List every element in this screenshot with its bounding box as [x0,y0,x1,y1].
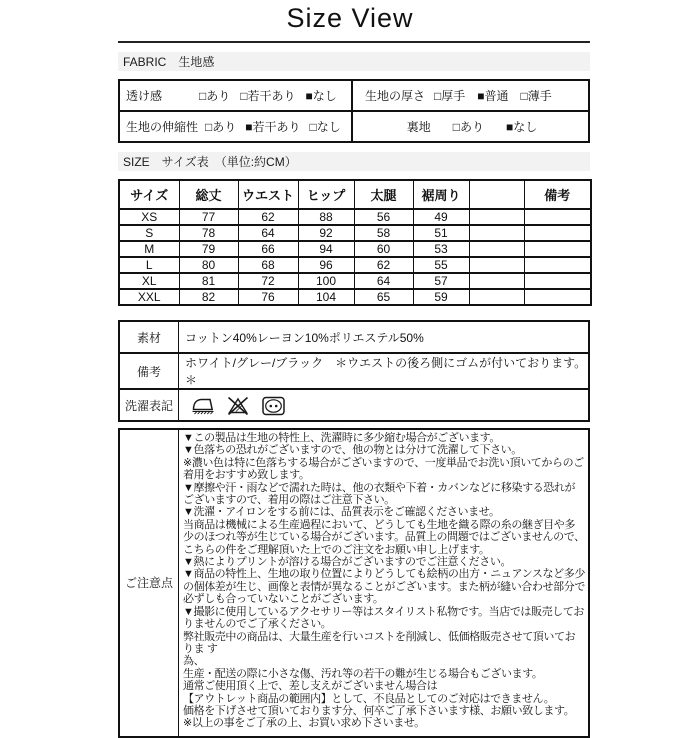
fabric-table [118,79,590,143]
size-table-row [119,257,591,273]
size-table-cell [524,257,591,273]
size-table-cell: 72 [238,273,298,289]
fabric-cell-label: 生地の厚さ [365,89,426,103]
checked-option: ■なし [506,120,538,134]
size-table-cell [469,273,524,289]
fabric-cell-options [205,118,341,135]
unchecked-option: □薄手 [520,89,552,103]
fabric-cell-label: 透け感 [126,89,163,103]
size-table-cell: 77 [179,209,238,225]
fabric-cell-label: 生地の伸縮性 [126,120,199,134]
care-row [119,389,589,421]
material-row [119,321,589,353]
material-value: コットン40%レーヨン10%ポリエステル50% [179,321,590,353]
note-paragraph: 通常ご使用頂く上で、差し支えがございません場合は [183,680,438,693]
size-table-cell: XXL [119,289,179,305]
size-table-cell: 81 [179,273,238,289]
note-paragraph: ▼色落ちの恐れがございますので、他の物とは分けて洗濯して下さい。 [183,444,522,457]
size-table-cell [524,225,591,241]
unchecked-option: □厚手 [434,89,466,103]
fabric-cell-options [199,87,337,104]
size-table-row [119,225,591,241]
no-bleach-icon [225,395,251,417]
size-table-cell: 104 [298,289,354,305]
material-label: 素材 [119,321,179,353]
notes-table [118,428,590,738]
size-table-cell: 78 [179,225,238,241]
size-column-header: 総丈 [179,180,238,209]
size-table-cell: 49 [413,209,469,225]
size-table-cell: 58 [354,225,413,241]
checked-option: ■普通 [477,89,509,103]
note-paragraph: ▼この製品は生地の特性上、洗濯時に多少縮む場合がございます。 [183,432,501,444]
size-table-row [119,273,591,289]
size-table-cell [524,241,591,257]
size-table-cell: 100 [298,273,354,289]
detail-table [118,320,590,422]
size-table-cell: 57 [413,273,469,289]
fabric-cell-stretch [120,112,353,141]
size-column-header: ウエスト [238,180,298,209]
notes-label: ご注意点 [119,429,179,737]
note-paragraph: ▼洗濯・アイロンをする前には、品質表示をご確認くださいませ。 [183,506,500,519]
note-paragraph: 為、 [183,655,205,668]
note-paragraph: 価格を下げさせて頂いております分、何卒ご了承下さいます様、お願い致します。 [183,704,575,717]
size-table-cell [524,273,591,289]
size-column-header: 備考 [524,180,591,209]
size-table-cell: 66 [238,241,298,257]
unchecked-option: □なし [309,120,341,134]
iron-icon [185,395,216,417]
size-table-cell: 60 [354,241,413,257]
size-column-header [469,180,524,209]
tumble-dry-icon [260,395,287,417]
note-paragraph: ▼摩擦や汗・雨などで濡れた時は、他の衣類や下着・カバンなどに移染する恐れがございますので、着用の際はご注意下さい。 [183,481,576,507]
size-column-header: サイズ [119,180,179,209]
unchecked-option: □あり [199,89,231,103]
fabric-section-header: FABRIC 生地感 [118,52,590,71]
size-table-cell [469,225,524,241]
size-table-cell: 53 [413,241,469,257]
remarks-label: 備考 [119,353,179,389]
notes-content [179,429,590,737]
size-table-cell: 55 [413,257,469,273]
size-table-cell: XS [119,209,179,225]
remarks-value: ホワイト/グレー/ブラック ＊ウエストの後ろ側にゴムが付いております。＊ [179,353,590,389]
size-table-cell: 88 [298,209,354,225]
fabric-cell-lining [353,112,588,141]
size-table-cell: S [119,225,179,241]
size-table-row [119,241,591,257]
size-table-cell: 76 [238,289,298,305]
fabric-cell-options [453,118,538,135]
checked-option: ■なし [305,89,337,103]
size-table-cell [469,289,524,305]
size-table-cell: 92 [298,225,354,241]
note-paragraph: ※濃い色は特に色落ちする場合がございますので、一度単品でお洗い頂いてからのご着用をおすすめ致します。 [183,456,584,482]
note-paragraph: ▼熱によりプリントが溶ける場合がございますのでご注意ください。 [183,556,512,569]
page-title: Size View [286,3,414,33]
note-paragraph: 弊社販売中の商品は、大量生産を行いコストを削減し、低価格販売させて頂いておりま す [183,630,576,655]
size-table [118,179,592,306]
size-table-cell: 82 [179,289,238,305]
checked-option: ■若干あり [245,120,301,134]
size-table-cell: 94 [298,241,354,257]
size-table-cell: L [119,257,179,273]
size-table-cell [524,209,591,225]
size-table-cell [469,241,524,257]
size-table-cell: 64 [354,273,413,289]
note-paragraph: 当商品は機械による生産過程において、どうしても生地を織る際の糸の継ぎ目や多少のほつれ等が生じている場合がございます。品質上の問題ではございませんので、こちらの件をご理解頂いた上でのご注文をお願い申し上げます。 [183,518,585,556]
title-divider [118,41,590,43]
content-area [118,41,590,738]
note-paragraph: ※以上の事をご了承の上、お買い求め下さいませ。 [183,717,425,730]
size-table-cell [524,289,591,305]
unchecked-option: □あり [205,120,237,134]
size-table-header-row [119,180,591,209]
fabric-cell-thickness [353,81,588,112]
size-table-row [119,289,591,305]
size-column-header: ヒップ [298,180,354,209]
size-table-cell: 80 [179,257,238,273]
size-table-cell: 59 [413,289,469,305]
note-paragraph: 【アウトレット商品の範囲内】として、不良品としてのご対応はできません。 [183,692,555,705]
note-paragraph: 生産・配送の際に小さな傷、汚れ等の若干の難が生じる場合もございます。 [183,667,543,680]
size-table-row [119,209,591,225]
size-column-header: 太腿 [354,180,413,209]
size-table-cell: 79 [179,241,238,257]
size-table-cell: XL [119,273,179,289]
size-table-cell: 65 [354,289,413,305]
unchecked-option: □あり [452,120,484,134]
size-table-cell [469,209,524,225]
note-paragraph: ▼商品の特性上、生地の取り位置によりどうしても絵柄の出方・ニュアンスなど多少の個体差が生じ、画像と表情が異なることがございます。また柄が縫い合わせ部分で必ずしも合っていないことがございます。 [183,568,585,606]
care-label: 洗濯表記 [119,389,179,421]
note-paragraph: ▼撮影に使用しているアクセサリー等はスタイリスト私物です。当店では販売しておりませんのでご了承ください。 [183,605,585,631]
remarks-row [119,353,589,389]
size-table-cell: 62 [238,209,298,225]
size-table-cell: 51 [413,225,469,241]
size-table-cell [469,257,524,273]
size-table-cell: 96 [298,257,354,273]
size-column-header: 裾周り [413,180,469,209]
fabric-cell-sheerness [120,81,353,112]
size-table-cell: 56 [354,209,413,225]
fabric-cell-options [434,87,552,104]
size-table-cell: M [119,241,179,257]
care-icons [185,393,588,417]
fabric-cell-label: 裏地 [406,120,431,134]
size-table-cell: 62 [354,257,413,273]
size-table-cell: 64 [238,225,298,241]
size-table-cell: 68 [238,257,298,273]
unchecked-option: □若干あり [240,89,296,103]
size-section-header: SIZE サイズ表 （単位:約CM） [118,152,590,171]
